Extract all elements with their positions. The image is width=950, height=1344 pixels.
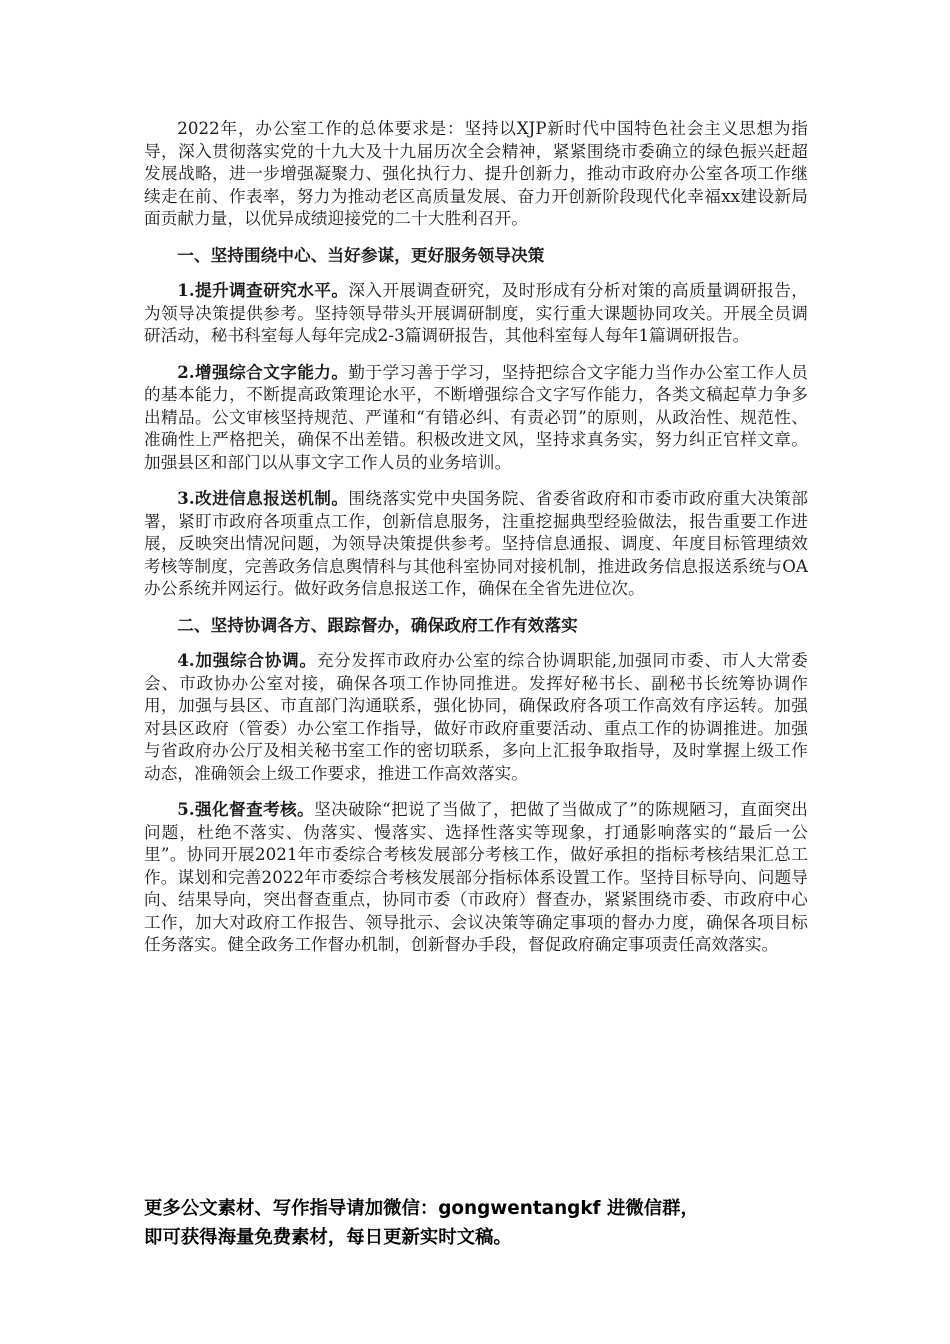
item-paragraph-1 xyxy=(144,279,808,348)
item-body-1: 深入开展调查研究，及时形成有分析对策的高质量调研报告，为领导决策提供参考。坚持领导带头开展调研制度，实行重大课题协同攻关。开展全员调研活动，秘书科室每人每年完成2-3篇调研报告，其他科室每人每年1篇调研报告。 xyxy=(144,281,808,345)
item-body-5: 坚决破除“把说了当做了，把做了当做成了”的陈规陋习，直面突出问题，杜绝不落实、伪落实、慢落实、选择性落实等现象，打通影响落实的“最后一公里”。协同开展2021年市委综合考核发展部分考核工作，做好承担的指标考核结果汇总工作。谋划和完善2022年市委综合考核发展部分指标体系设置工作。坚持目标导向、问题导向、结果导向，突出督查重点，协同市委（市政府）督查办，紧紧围绕市委、市政府中心工作，加大对政府工作报告、领导批示、会议决策等确定事项的督办力度，确保各项目标任务落实。健全政务工作督办机制，创新督办手段，督促政府确定事项责任高效落实。 xyxy=(144,800,808,954)
footer-line-2: 即可获得海量免费素材，每日更新实时文稿。 xyxy=(144,1227,512,1248)
item-paragraph-3 xyxy=(144,487,808,601)
item-title-1: 1.提升调查研究水平。 xyxy=(177,280,349,300)
item-body-3: 围绕落实党中央国务院、省委省政府和市委市政府重大决策部署，紧盯市政府各项重点工作，创新信息服务，注重挖掘典型经验做法，报告重要工作进展，反映突出情况问题，为领导决策提供参考。坚持信息通报、调度、年度目标管理绩效考核等制度，完善政务信息舆情科与其他科室协同对接机制，推进政务信息报送系统与OA办公系统并网运行。做好政务信息报送工作，确保在全省先进位次。 xyxy=(144,489,808,598)
item-title-5: 5.强化督查考核。 xyxy=(177,799,315,819)
item-title-2: 2.增强综合文字能力。 xyxy=(177,361,349,382)
footer-line-1: 更多公文素材、写作指导请加微信：gongwentangkf 进微信群， xyxy=(144,1198,699,1219)
item-title-3: 3.改进信息报送机制。 xyxy=(177,488,349,508)
item-body-2: 勤于学习善于学习，坚持把综合文字能力当作办公室工作人员的基本能力，不断提高政策理论水平，不断增强综合文字写作能力，各类文稿起草力争多出精品。公文审核坚持规范、严谨和“有错必纠、有责必罚”的原则，从政治性、规范性、准确性上严格把关，确保不出差错。积极改进文风，坚持求真务实，努力纠正官样文章。加强县区和部门以从事文字工作人员的业务培训。 xyxy=(144,362,808,472)
footer-promo xyxy=(144,1194,844,1252)
item-paragraph-5 xyxy=(144,798,808,957)
item-paragraph-4 xyxy=(144,649,808,785)
item-title-4: 4.加强综合协调。 xyxy=(177,650,317,670)
document-body xyxy=(144,118,808,970)
section-heading-1: 一、坚持围绕中心、当好参谋，更好服务领导决策 xyxy=(177,244,545,265)
item-paragraph-2 xyxy=(144,361,808,475)
intro-paragraph: 2022年，办公室工作的总体要求是：坚持以XJP新时代中国特色社会主义思想为指导，深入贯彻落实党的十九大及十九届历次全会精神，紧紧围绕市委确立的绿色振兴赶超发展战略，进一步增强凝聚力、强化执行力、提升创新力，推动市政府办公室各项工作继续走在前、作表率，努力为推动老区高质量发展、奋力开创新阶段现代化幸福xx建设新局面贡献力量，以优异成绩迎接党的二十大胜利召开。 xyxy=(144,119,808,228)
section-heading-2: 二、坚持协调各方、跟踪督办，确保政府工作有效落实 xyxy=(177,614,578,635)
item-body-4: 充分发挥市政府办公室的综合协调职能,加强同市委、市人大常委会、市政协办公室对接，确保各项工作协同推进。发挥好秘书长、副秘书长统筹协调作用，加强与县区、市直部门沟通联系，强化协同，确保政府各项工作高效有序运转。加强对县区政府（管委）办公室工作指导，做好市政府重要活动、重点工作的协调推进。加强与省政府办公厅及相关秘书室工作的密切联系，多向上汇报争取指导，及时掌握上级工作动态，准确领会上级工作要求，推进工作高效落实。 xyxy=(144,651,808,783)
